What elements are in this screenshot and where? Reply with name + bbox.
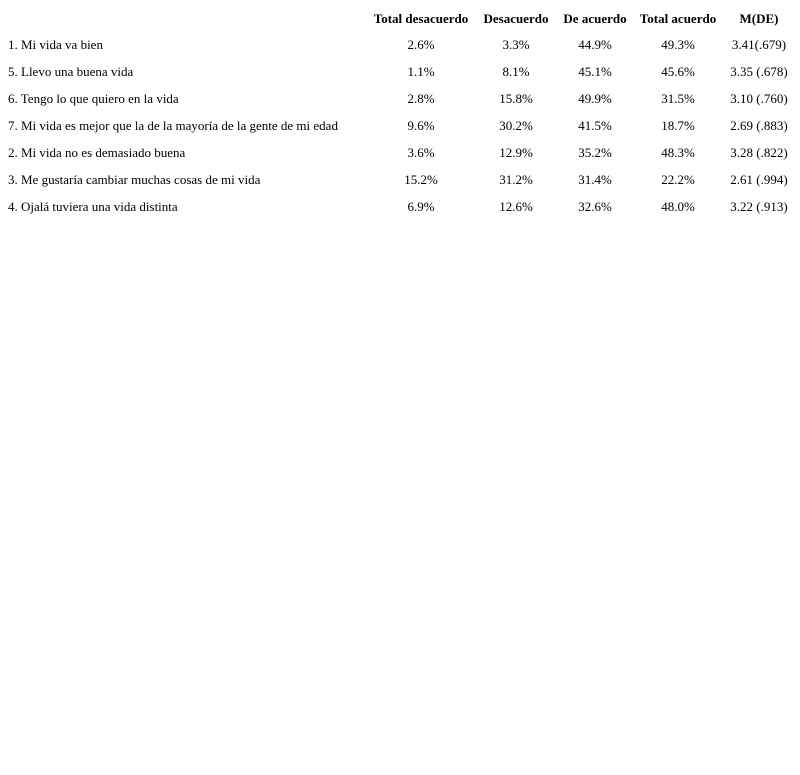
desacuerdo-cell: 31.2% xyxy=(499,171,533,187)
item-label: 1. Mi vida va bien xyxy=(8,36,103,52)
table-row xyxy=(4,85,796,112)
mde-cell: 2.61 (.994) xyxy=(730,171,788,187)
header-mde: M(DE) xyxy=(739,10,779,26)
total-desacuerdo-cell: 9.6% xyxy=(407,117,435,133)
table-row xyxy=(4,139,796,166)
total-desacuerdo-cell: 6.9% xyxy=(407,198,435,214)
header-row xyxy=(4,6,796,31)
total-desacuerdo-cell: 3.6% xyxy=(407,144,435,160)
de-acuerdo-cell: 41.5% xyxy=(578,117,612,133)
desacuerdo-cell: 15.8% xyxy=(499,90,533,106)
total-acuerdo-cell: 31.5% xyxy=(661,90,695,106)
header-desacuerdo: Desacuerdo xyxy=(483,10,549,26)
de-acuerdo-cell: 35.2% xyxy=(578,144,612,160)
total-desacuerdo-cell: 1.1% xyxy=(407,63,435,79)
de-acuerdo-cell: 45.1% xyxy=(578,63,612,79)
total-acuerdo-cell: 45.6% xyxy=(661,63,695,79)
header-de-acuerdo: De acuerdo xyxy=(563,10,627,26)
survey-results-table xyxy=(4,6,796,220)
total-acuerdo-cell: 49.3% xyxy=(661,36,695,52)
de-acuerdo-cell: 49.9% xyxy=(578,90,612,106)
table-row xyxy=(4,166,796,193)
table-row xyxy=(4,112,796,139)
de-acuerdo-cell: 32.6% xyxy=(578,198,612,214)
mde-cell: 3.35 (.678) xyxy=(730,63,788,79)
table-row xyxy=(4,193,796,220)
item-label: 5. Llevo una buena vida xyxy=(8,63,134,79)
mde-cell: 3.10 (.760) xyxy=(730,90,788,106)
mde-cell: 3.22 (.913) xyxy=(730,198,788,214)
desacuerdo-cell: 30.2% xyxy=(499,117,533,133)
total-acuerdo-cell: 48.3% xyxy=(661,144,695,160)
de-acuerdo-cell: 44.9% xyxy=(578,36,612,52)
header-item xyxy=(4,6,366,31)
header-total-acuerdo: Total acuerdo xyxy=(639,10,717,26)
mde-cell: 3.41(.679) xyxy=(731,36,787,52)
total-desacuerdo-cell: 15.2% xyxy=(404,171,438,187)
mde-cell: 2.69 (.883) xyxy=(730,117,788,133)
item-label: 4. Ojalá tuviera una vida distinta xyxy=(8,198,178,214)
item-label: 3. Me gustaría cambiar muchas cosas de mi vida xyxy=(8,171,261,187)
desacuerdo-cell: 12.6% xyxy=(499,198,533,214)
table-row xyxy=(4,31,796,58)
desacuerdo-cell: 8.1% xyxy=(502,63,530,79)
total-acuerdo-cell: 22.2% xyxy=(661,171,695,187)
total-acuerdo-cell: 48.0% xyxy=(661,198,695,214)
table-row xyxy=(4,58,796,85)
item-label: 6. Tengo lo que quiero en la vida xyxy=(8,90,179,106)
item-label: 2. Mi vida no es demasiado buena xyxy=(8,144,186,160)
total-acuerdo-cell: 18.7% xyxy=(661,117,695,133)
total-desacuerdo-cell: 2.8% xyxy=(407,90,435,106)
item-label: 7. Mi vida es mejor que la de la mayoría de la gente de mi edad xyxy=(8,117,338,133)
desacuerdo-cell: 3.3% xyxy=(502,36,530,52)
header-total-desacuerdo: Total desacuerdo xyxy=(373,10,469,26)
mde-cell: 3.28 (.822) xyxy=(730,144,788,160)
de-acuerdo-cell: 31.4% xyxy=(578,171,612,187)
total-desacuerdo-cell: 2.6% xyxy=(407,36,435,52)
desacuerdo-cell: 12.9% xyxy=(499,144,533,160)
